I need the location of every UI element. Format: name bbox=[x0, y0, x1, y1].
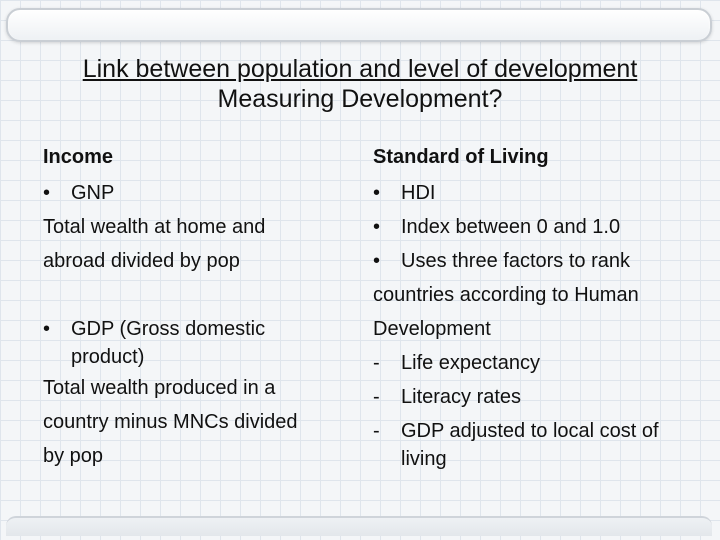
gdp-adjusted-item bbox=[373, 414, 693, 473]
gdp-description-3: by pop bbox=[43, 445, 104, 467]
index-label: Index between 0 and 1.0 bbox=[401, 216, 621, 238]
bullet-mark: • bbox=[43, 318, 51, 340]
bullet-mark: • bbox=[373, 182, 381, 204]
factors-label: Uses three factors to rank bbox=[401, 250, 630, 272]
life-expectancy-label: Life expectancy bbox=[401, 352, 540, 374]
top-decorative-bar bbox=[6, 8, 712, 42]
gnp-bullet bbox=[43, 176, 343, 210]
bottom-decorative-bar bbox=[6, 516, 712, 536]
slide-title bbox=[0, 54, 720, 114]
factors-continuation-1: countries according to Human bbox=[373, 284, 639, 306]
standard-of-living-heading: Standard of Living bbox=[373, 146, 549, 168]
income-column bbox=[43, 140, 343, 473]
dash-mark: - bbox=[373, 352, 380, 374]
title-line-2: Measuring Development? bbox=[217, 85, 503, 113]
gdp-label: GDP (Gross domestic product) bbox=[71, 318, 266, 368]
hdi-bullet bbox=[373, 176, 693, 210]
index-bullet bbox=[373, 210, 693, 244]
bullet-mark: • bbox=[43, 182, 51, 204]
gnp-description-1: Total wealth at home and bbox=[43, 216, 266, 238]
gdp-description-2: country minus MNCs divided bbox=[43, 411, 298, 433]
life-expectancy-item bbox=[373, 346, 693, 380]
hdi-label: HDI bbox=[401, 182, 436, 204]
gdp-adjusted-label: GDP adjusted to local cost of living bbox=[401, 420, 659, 470]
gnp-label: GNP bbox=[71, 182, 115, 204]
income-heading: Income bbox=[43, 146, 114, 168]
gdp-description-1: Total wealth produced in a bbox=[43, 377, 276, 399]
title-line-1: Link between population and level of development bbox=[82, 55, 638, 83]
factors-bullet bbox=[373, 244, 693, 278]
gnp-description-2: abroad divided by pop bbox=[43, 250, 240, 272]
bullet-mark: • bbox=[373, 250, 381, 272]
standard-of-living-column bbox=[373, 140, 693, 473]
bullet-mark: • bbox=[373, 216, 381, 238]
gdp-bullet bbox=[43, 312, 343, 371]
literacy-rates-label: Literacy rates bbox=[401, 386, 522, 408]
factors-continuation-2: Development bbox=[373, 318, 491, 340]
dash-mark: - bbox=[373, 420, 380, 442]
literacy-rates-item bbox=[373, 380, 693, 414]
dash-mark: - bbox=[373, 386, 380, 408]
